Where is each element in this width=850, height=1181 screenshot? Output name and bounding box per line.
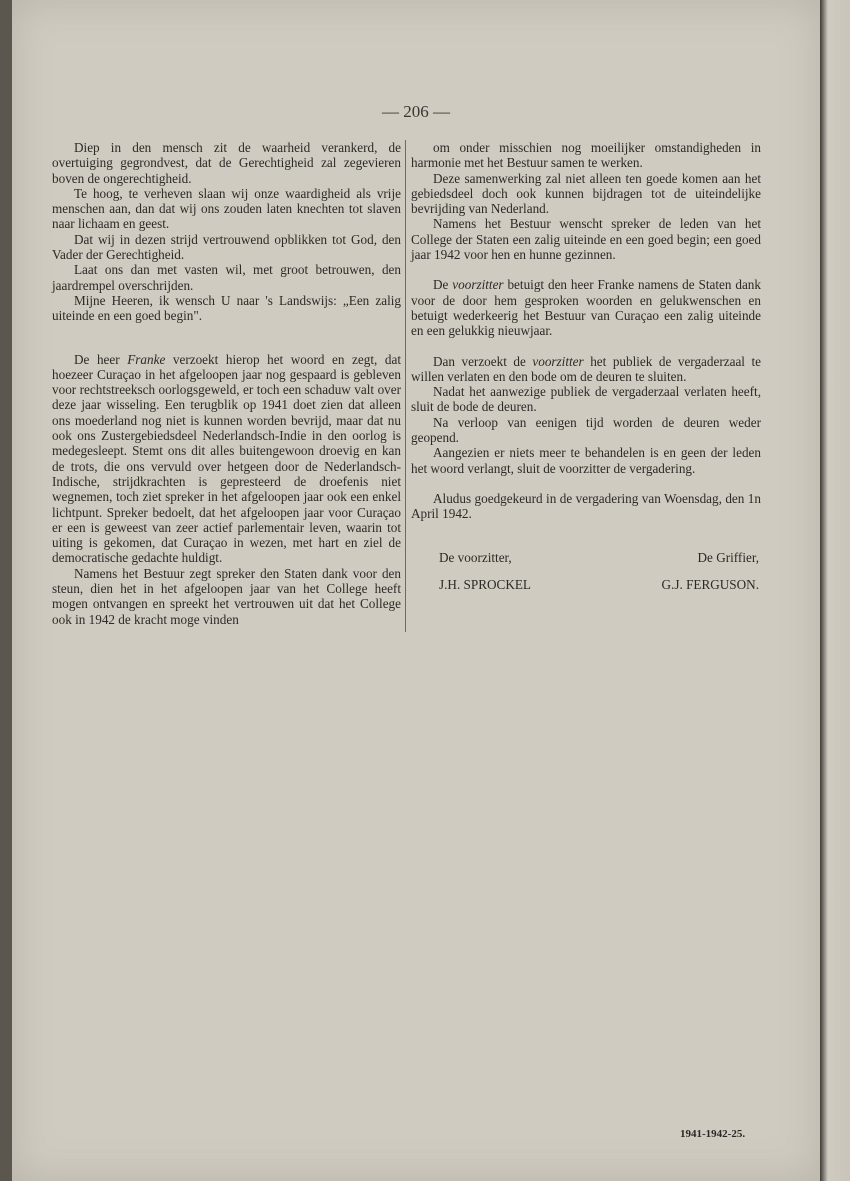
column-divider (405, 140, 406, 632)
paragraph: om onder misschien nog moeilijker omstandigheden in harmonie met het Bestuur samen te werken. (411, 140, 761, 171)
paragraph: Namens het Bestuur wenscht spreker de leden van het College der Staten een zalig uiteinde en een goed begin; een goed jaar 1942 voor hen en hunne gezinnen. (411, 216, 761, 263)
footer-code: 1941-1942-25. (680, 1128, 746, 1140)
right-column (411, 140, 761, 592)
text-span: het publiek de vergaderzaal te willen verlaten en den bode om de deuren te sluiten. (411, 353, 761, 384)
text-span: Dan verzoekt de (433, 353, 533, 369)
chairman-name: J.H. SPROCKEL (439, 576, 531, 592)
text-span: De (433, 277, 453, 293)
paragraph: Dat wij in dezen strijd vertrouwend opblikken tot God, den Vader der Gerechtigheid. (52, 231, 401, 263)
paragraph: Mijne Heeren, ik wensch U naar 's Landswijs: „Een zalig uiteinde en een goed begin". (52, 292, 401, 324)
paragraph-voorzitter (411, 277, 761, 338)
text-span: verzoekt hierop het woord en zegt, dat hoezeer Curaçao in het afgeloopen jaar nog gespaard is gebleven voor rechtstreeksch oorlogsgeweld, er toch een schaduw valt over deze jaar wisseling. Een terugblik op 1941 doet zien dat alleen ons moederland nog niet is kunnen worden bevrijd, maar dat nu ook ons Zustergebiedsdeel Nederlandsch-Indie in den oorlog is medegesleept. Stemt ons dit alles buitengewoon droevig en kan de trots, die ons vervuld over hetgeen door de Nederlandsch-Indische, strijdkrachten is gepresteerd de droefenis niet wegnemen, toch ziet spreker in het afgeloopen jaar ook een enkel lichtpunt. Spreker bedoelt, dat het afgeloopen jaar voor Curaçao er een is geweest van zeer actief parlementair leven, waarin tot uiting is gekomen, dat Curaçao in wezen, met hart en ziel de democratische gedachte huldigt. (52, 351, 401, 566)
paragraph: Aludus goedgekeurd in de vergadering van Woensdag, den 1n April 1942. (411, 490, 761, 522)
text-span: betuigt den heer Franke namens de Staten dank voor de door hem gesproken woorden en gelukwenschen en betuigt wederkeerig het Bestuur van Curaçao een zalig uiteinde en een gelukkig nieuwjaar. (411, 277, 761, 339)
clerk-title: De Griffier, (697, 549, 759, 565)
text-span: De heer (74, 351, 128, 367)
signature-titles (439, 550, 759, 565)
paragraph-voorzitter (411, 354, 761, 385)
clerk-name: G.J. FERGUSON. (661, 576, 759, 592)
paragraph: Namens het Bestuur zegt spreker den Staten dank voor den steun, dien het in het afgeloopen jaar van het College heeft mogen ontvangen en spreekt het vertrouwen uit dat het College ook in 1942 de kracht moge vinden (52, 565, 401, 627)
paragraph: Te hoog, te verheven slaan wij onze waardigheid als vrije menschen aan, dan dat wij ons zouden laten knechten tot slaven naar lichaam en geest. (52, 185, 401, 232)
page-number: — 206 — (382, 102, 450, 121)
signature-names (439, 577, 759, 592)
paragraph: Deze samenwerking zal niet alleen ten goede komen aan het gebiedsdeel doch ook kunnen bijdragen tot de uiteindelijke bevrijding van Nederland. (411, 170, 761, 217)
paragraph: Aangezien er niets meer te behandelen is en geen der leden het woord verlangt, sluit de voorzitter de vergadering. (411, 445, 761, 476)
left-column (52, 140, 401, 627)
paragraph: Na verloop van eenigen tijd worden de deuren weder geopend. (411, 414, 761, 446)
paragraph-franke (52, 352, 401, 566)
chairman-title: De voorzitter, (439, 549, 512, 565)
paragraph: Laat ons dan met vasten wil, met groot betrouwen, den jaardrempel overschrijden. (52, 262, 401, 293)
speaker-title: voorzitter (452, 277, 504, 293)
next-page-edge (820, 0, 850, 1181)
speaker-title: voorzitter (532, 353, 584, 369)
document-page (12, 0, 820, 1181)
paragraph: Diep in den mensch zit de waarheid verankerd, de overtuiging gegrondvest, dat de Gerechtigheid zal zegevieren boven de ongerechtigheid. (52, 140, 401, 186)
paragraph: Nadat het aanwezige publiek de vergaderzaal verlaten heeft, sluit de bode de deuren. (411, 384, 761, 415)
speaker-name: Franke (127, 351, 166, 367)
